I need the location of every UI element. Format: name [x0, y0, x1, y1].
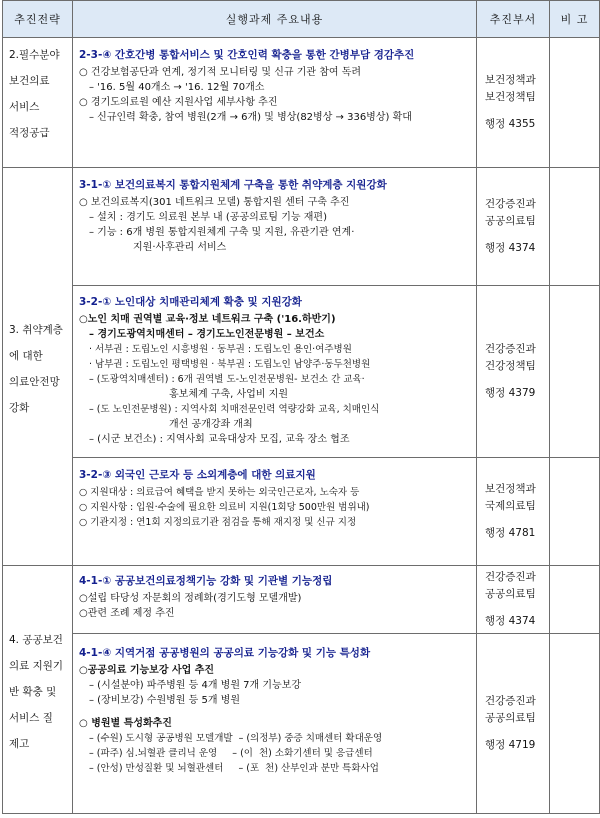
dept-cell: 건강증진과 건강정책팀 행정 4379	[477, 286, 550, 458]
strategy-cell: 4. 공공보건 의료 지원기 반 확충 및 서비스 질 제고	[3, 566, 73, 814]
dept-cell: 보건정책과 보건정책팀 행정 4355	[477, 38, 550, 168]
table-row	[3, 458, 600, 566]
dept-cell: 건강증진과 공공의료팀 행정 4719	[477, 634, 550, 814]
dept-cell: 보건정책과 국제의료팀 행정 4781	[477, 458, 550, 566]
task-title: 4-1-① 공공보건의료정책기능 강화 및 기관별 기능정립	[79, 575, 333, 587]
task-cell: 4-1-① 공공보건의료정책기능 강화 및 기관별 기능정립 ○설립 타당성 자문회의 정례화(경기도형 모델개발) ○관련 조례 제정 추진	[73, 566, 477, 634]
note-cell	[550, 458, 600, 566]
header-strategy: 추진전략	[3, 1, 73, 38]
note-cell	[550, 168, 600, 286]
task-title: 3-2-③ 외국인 근로자 등 소외계층에 대한 의료지원	[79, 469, 316, 481]
note-cell	[550, 566, 600, 634]
strategy-cell: 2.필수분야 보건의료 서비스 적정공급	[3, 38, 73, 168]
task-title: 2-3-④ 간호간병 통합서비스 및 간호인력 확충을 통한 간병부담 경감추진	[79, 49, 415, 61]
table-row	[3, 38, 600, 168]
policy-task-table	[2, 0, 600, 814]
dept-cell: 건강증진과 공공의료팀 행정 4374	[477, 566, 550, 634]
task-title: 4-1-④ 지역거점 공공병원의 공공의료 기능강화 및 기능 특성화	[79, 647, 371, 659]
task-cell: 3-1-① 보건의료복지 통합지원체계 구축을 통한 취약계층 지원강화 ○ 보건의료복지(301 네트워크 모델) 통합지원 센터 구축 추진 – 설치 : 경기도 의료원 본부 내 (공공의료팀 기능 재편) – 기능 : 6개 병원 통합지원체계 구축 및 지원, 유관기관 연계· 지원·사후관리 서비스	[73, 168, 477, 286]
task-cell: 3-2-③ 외국인 근로자 등 소외계층에 대한 의료지원 ○ 지원대상 : 의료급여 혜택을 받지 못하는 외국인근로자, 노숙자 등 ○ 지원사항 : 입원·수술에 필요한 의료비 지원(1회당 500만원 범위내) ○ 기관지정 : 연1회 지정의료기관 점검을 통해 재지정 및 신규 지정	[73, 458, 477, 566]
table-row	[3, 566, 600, 634]
strategy-cell: 3. 취약계층 에 대한 의료안전망 강화	[3, 168, 73, 566]
table-row	[3, 286, 600, 458]
task-cell: 4-1-④ 지역거점 공공병원의 공공의료 기능강화 및 기능 특성화 ○공공의료 기능보강 사업 추진 – (시설분야) 파주병원 등 4개 병원 7개 기능보강 – (장비보강) 수원병원 등 5개 병원 ○ 병원별 특성화추진 – (수원) 도시형 공공병원 모델개발 – (의정부) 중증 치매센터 확대운영 – (파주) 심.뇌혈관 클리닉 운영 – (이 천) 소화기센터 및 응급센터 – (안성) 만성질환 및 뇌혈관센터 – (포 천) 산부인과 분만 특화사업	[73, 634, 477, 814]
note-cell	[550, 634, 600, 814]
task-title: 3-2-① 노인대상 치매관리체계 확충 및 지원강화	[79, 296, 302, 308]
task-cell: 3-2-① 노인대상 치매관리체계 확충 및 지원강화 ○노인 치매 권역별 교육·정보 네트워크 구축 ('16.하반기) – 경기도광역치매센터 – 경기도노인전문병원 – 보건소 · 서부권 : 도립노인 시흥병원 · 동부권 : 도립노인 용인·여주병원 · 남부권 : 도립노인 평택병원 · 북부권 : 도립노인 남양주·동두천병원 – (도광역치매센터) : 6개 권역별 도-노인전문병원- 보건소 간 교육· 홍보체계 구축, 사업비 지원 – (도 노인전문병원) : 지역사회 치매전문인력 역량강화 교육, 치매인식 개선 공개강좌 개최 – (시군 보건소) : 지역사회 교육대상자 모집, 교육 장소 협조	[73, 286, 477, 458]
header-note: 비 고	[550, 1, 600, 38]
task-cell: 2-3-④ 간호간병 통합서비스 및 간호인력 확충을 통한 간병부담 경감추진 ○ 건강보험공단과 연계, 정기적 모니터링 및 신규 기관 참여 독려 – '16. 5월 40개소 → '16. 12월 70개소 ○ 경기도의료원 예산 지원사업 세부사항 추진 – 신규인력 확충, 참여 병원(2개 → 6개) 및 병상(82병상 → 336병상) 확대	[73, 38, 477, 168]
table-row	[3, 634, 600, 814]
note-cell	[550, 38, 600, 168]
table-header-row	[3, 1, 600, 38]
dept-cell: 건강증진과 공공의료팀 행정 4374	[477, 168, 550, 286]
task-title: 3-1-① 보건의료복지 통합지원체계 구축을 통한 취약계층 지원강화	[79, 179, 387, 191]
note-cell	[550, 286, 600, 458]
table-row	[3, 168, 600, 286]
header-dept: 추진부서	[477, 1, 550, 38]
header-content: 실행과제 주요내용	[73, 1, 477, 38]
